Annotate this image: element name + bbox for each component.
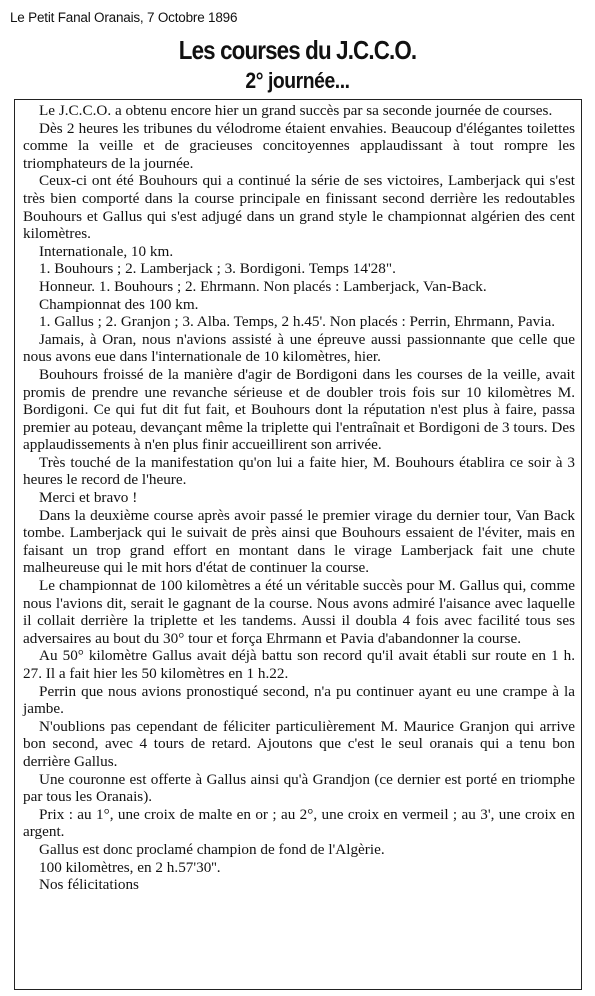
- article-paragraph: Nos félicitations: [39, 876, 139, 894]
- article-paragraph: Très touché de la manifestation qu'on lui a faite hier, M. Bouhours établira ce soir à 3 heures le record de l'heure.: [23, 453, 575, 489]
- article-paragraph: 100 kilomètres, en 2 h.57'30''.: [39, 858, 221, 876]
- article-paragraph: Ceux-ci ont été Bouhours qui a continué la série de ses victoires, Lamberjack qui s'est très bien comporté dans la course principale en finissant second derrière les redoutables Bouhours et Gallus qui s'est adjugé dans un grand style le championnat algérien des cent kilomètres.: [23, 172, 575, 243]
- race-heading: Internationale, 10 km.: [39, 242, 174, 260]
- article-paragraph: Gallus est donc proclamé champion de fond de l'Algèrie.: [39, 840, 385, 858]
- article-paragraph: Dans la deuxième course après avoir passé le premier virage du dernier tour, Van Back tombe. Lamberjack qui le suivait de près ainsi que Bouhours essaient de l'éviter, mais en faisant un trop grand effort en montant dans le virage Lamberjack fait une chute malheureuse qui le mit hors d'état de continuer la course.: [23, 506, 575, 577]
- article-body: [14, 99, 582, 990]
- article-paragraph: Jamais, à Oran, nous n'avions assisté à une épreuve aussi passionnante que celle que nous avons eue dans l'internationale de 10 kilomètres, hier.: [23, 330, 575, 366]
- article-paragraph: Une couronne est offerte à Gallus ainsi qu'à Grandjon (ce dernier est porté en triomphe par tous les Oranais).: [23, 770, 575, 806]
- article-paragraph: Le championnat de 100 kilomètres a été un véritable succès pour M. Gallus qui, comme nous l'avions dit, serait le gagnant de la course. Nous avons admiré l'aisance avec laquelle il collait derrière la triplette et les tandems. Aussi il doubla 4 fois avec facilité tous ses adversaires au bout du 30° tour et força Ehrmann et Pavia d'abandonner la course.: [23, 577, 575, 647]
- article-paragraph: Bouhours froissé de la manière d'agir de Bordigoni dans les courses de la veille, avait promis de prendre une revanche sérieuse et de doubler trois fois sur 10 kilomètres M. Bordigoni. Ce qui fut dit fut fait, et Bouhours dont la réputation n'est plus à faire, passa premier au poteau, devançant même la triplette qui l'entraînait et Bordigoni de 3 tours. Des applaudissements à n'en plus finir accueillirent son arrivée.: [23, 365, 575, 454]
- article-paragraph: Le J.C.C.O. a obtenu encore hier un grand succès par sa seconde journée de courses.: [39, 102, 553, 119]
- article-subtitle: 2° journée...: [245, 68, 350, 93]
- article-paragraph: Dès 2 heures les tribunes du vélodrome étaient envahies. Beaucoup d'élégantes toilettes comme la veille et de gracieuses concitoyennes applaudissant à tout rompre les triomphateurs de la journée.: [23, 119, 575, 172]
- article-paragraph: N'oublions pas cependant de féliciter particulièrement M. Maurice Granjon qui arrive bon second, avec 4 tours de retard. Ajoutons que c'est le seul oranais qui a tenu bon derrière Gallus.: [23, 717, 575, 770]
- race-result: 1. Gallus ; 2. Granjon ; 3. Alba. Temps, 2 h.45'. Non placés : Perrin, Ehrmann, Pavia.: [39, 313, 556, 331]
- article-paragraph: Au 50° kilomètre Gallus avait déjà battu son record qu'il avait établi sur route en 1 h. 27. Il a fait hier les 50 kilomètres en 1 h.22.: [23, 647, 575, 682]
- publication-source: Le Petit Fanal Oranais, 7 Octobre 1896: [10, 10, 238, 25]
- article-paragraph: Perrin que nous avions pronostiqué second, n'a pu continuer ayant eu une crampe à la jambe.: [23, 682, 575, 718]
- race-result: 1. Bouhours ; 2. Lamberjack ; 3. Bordigoni. Temps 14'28".: [39, 260, 396, 278]
- race-heading: Championnat des 100 km.: [39, 295, 199, 313]
- article-paragraph: Prix : au 1°, une croix de malte en or ; au 2°, une croix en vermeil ; au 3', une croix en argent.: [23, 805, 575, 841]
- article-paragraph: Merci et bravo !: [39, 489, 138, 507]
- article-title: Les courses du J.C.C.O.: [178, 35, 417, 65]
- race-result: Honneur. 1. Bouhours ; 2. Ehrmann. Non placés : Lamberjack, Van-Back.: [39, 277, 487, 295]
